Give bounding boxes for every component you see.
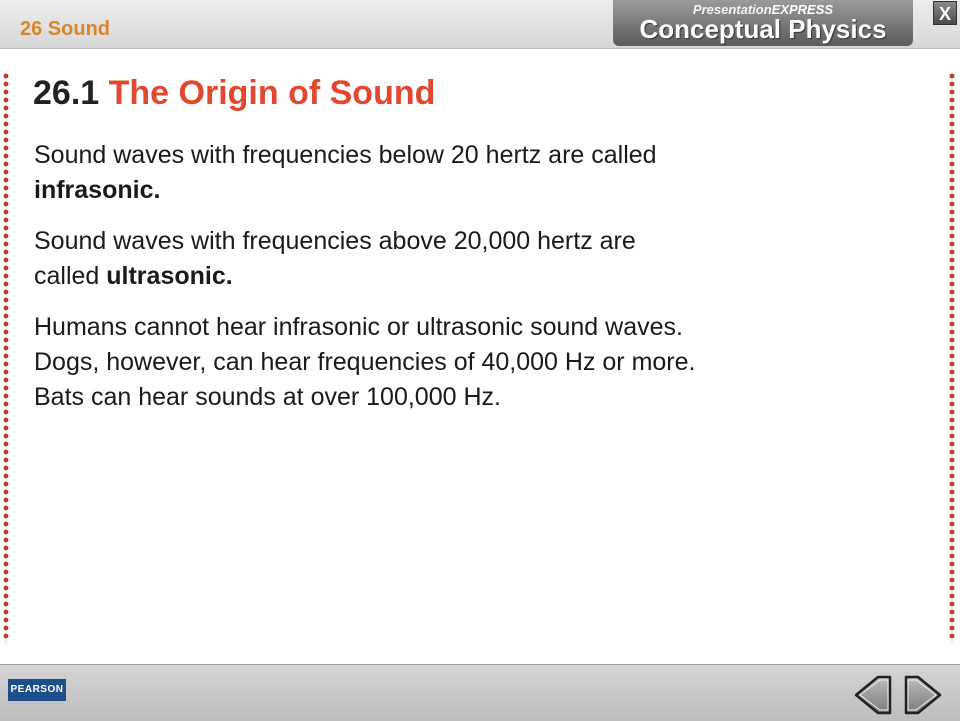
brand-title: Conceptual Physics	[639, 14, 887, 44]
paragraph-text: Sound waves with frequencies above 20,000 hertz are called	[34, 227, 636, 290]
chapter-label: 26 Sound	[20, 18, 111, 40]
term-ultrasonic: ultrasonic.	[106, 262, 233, 290]
pearson-logo: PEARSON	[8, 679, 66, 701]
previous-arrow-icon	[848, 673, 896, 717]
next-slide-button[interactable]	[900, 673, 948, 717]
brand-tagline-prefix: Presentation	[692, 2, 772, 17]
paragraph-ultrasonic	[34, 224, 704, 294]
section-title: The Origin of Sound	[108, 74, 436, 112]
slide-title	[33, 74, 435, 113]
section-number: 26.1	[33, 74, 100, 112]
dotted-border-left	[3, 72, 9, 642]
close-button[interactable]: X	[933, 1, 957, 25]
previous-slide-button[interactable]	[848, 673, 896, 717]
paragraph-infrasonic	[34, 138, 704, 208]
paragraph-text: Sound waves with frequencies below 20 hertz are called	[34, 141, 657, 169]
term-infrasonic: infrasonic.	[34, 176, 161, 204]
header-bar	[0, 0, 960, 49]
paragraph-hearing-range: Humans cannot hear infrasonic or ultrasonic sound waves. Dogs, however, can hear frequencies of 40,000 Hz or more. Bats can hear sounds at over 100,000 Hz.	[34, 313, 696, 411]
brand-tagline-suffix: EXPRESS	[771, 2, 834, 17]
next-arrow-icon	[900, 673, 948, 717]
brand-logo	[613, 0, 913, 46]
dotted-border-right	[949, 72, 955, 642]
footer-bar	[0, 664, 960, 721]
